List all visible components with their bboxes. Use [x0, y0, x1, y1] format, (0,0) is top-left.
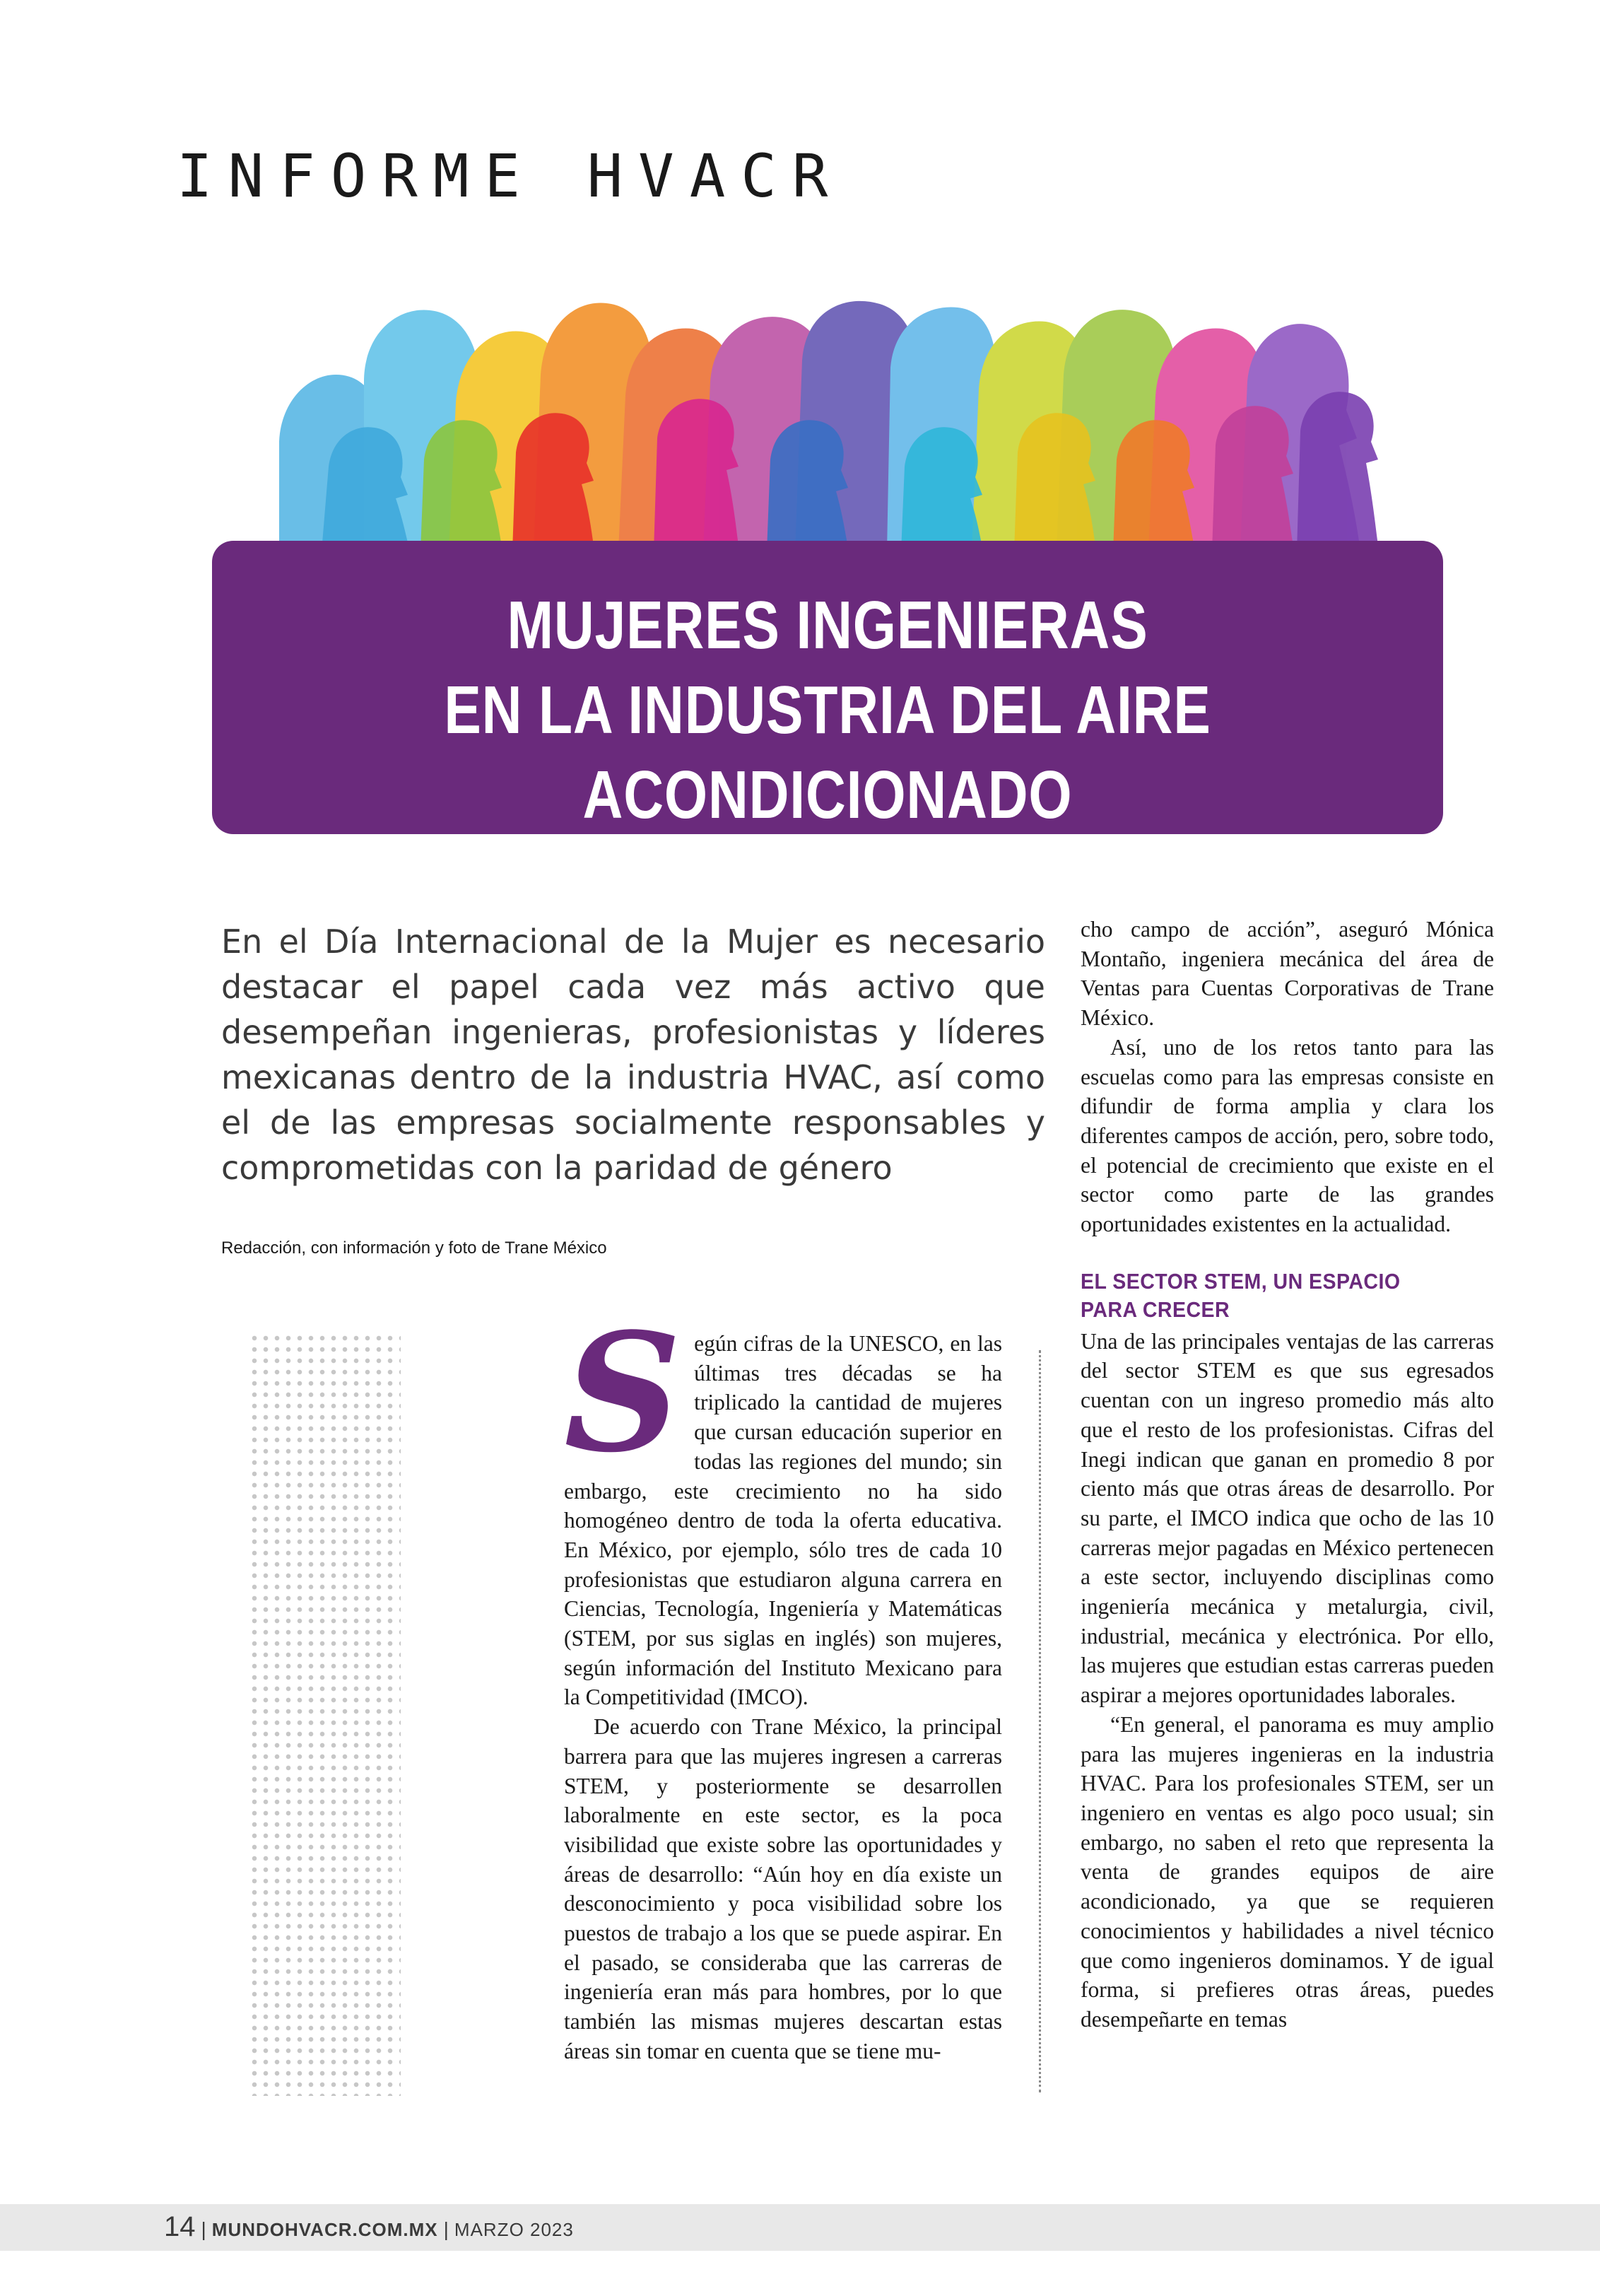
- body-paragraph-2: De acuerdo con Trane México, la principal barrera para que las mujeres ingresen a carreras STEM, y posteriormente se desarrollen laboralmente en este sector, es la poca visibilidad que existe sobre las oportunidades y áreas de desarrollo: “Aún hoy en día existe un desconocimiento y poca visibilidad sobre los puestos de trabajo a los que se puede aspirar. En el pasado, se consideraba que las carreras de ingeniería eran más para hombres, por lo que también las mismas mujeres descartan estas áreas sin tomar en cuenta que se tiene mu-: [564, 1714, 1002, 2063]
- body-paragraph-4: Así, uno de los retos tanto para las escuelas como para las empresas consiste en difundir de forma amplia y clara los diferentes campos de acción, pero, sobre todo, el potencial de crecimiento que existe en el sector como parte de las grandes oportunidades existentes en la actualidad.: [1081, 1034, 1494, 1237]
- footer-date: MARZO 2023: [454, 2219, 574, 2240]
- page-number: 14: [164, 2211, 196, 2242]
- body-column-right: [1081, 915, 1494, 2034]
- body-paragraph-5: Una de las principales ventajas de las carreras del sector STEM es que sus egresados cuentan con un ingreso promedio más alto que el resto de los profesionistas. Cifras del Inegi indican que ganan en promedio 8 por ciento más que otras áreas de desarrollo. Por su parte, el IMCO indica que ocho de las 10 carreras mejor pagadas en México pertenecen a este sector, incluyendo disciplinas como ingeniería mecánica y metalurgia, civil, industrial, mecánica y electrónica. Por ello, las mujeres que estudian estas carreras pueden aspirar a mejores oportunidades laborales.: [1081, 1328, 1494, 1708]
- footer-separator: |: [443, 2218, 449, 2240]
- title-line-2: EN LA INDUSTRIA DEL AIRE ACONDICIONADO: [444, 672, 1211, 833]
- dot-pattern-decoration: [249, 1332, 401, 2096]
- footer-separator: |: [201, 2218, 206, 2240]
- column-divider: [1039, 1350, 1041, 2092]
- body-paragraph-3: cho campo de acción”, aseguró Mónica Montaño, ingeniera mecánica del área de Ventas para Cuentas Corporativas de Trane México.: [1081, 917, 1494, 1031]
- drop-cap: S: [564, 1298, 682, 1489]
- subheading-line-2: PARA CRECER: [1081, 1296, 1230, 1322]
- body-paragraph-1: egún cifras de la UNESCO, en las últimas tres décadas se ha triplicado la cantidad de mujeres que cursan educación superior en todas las regiones del mundo; sin embargo, este crecimiento no ha sido homogéneo dentro de toda la oferta educativa. En México, por ejemplo, sólo tres de cada 10 profesionistas que estudiaron alguna carrera en Ciencias, Tecnología, Ingeniería y Matemáticas (STEM, por sus siglas en inglés) son mujeres, según información del Instituto Mexicano para la Competitividad (IMCO).: [564, 1331, 1002, 1710]
- body-column-middle: [564, 1298, 1002, 2066]
- body-paragraph-6: “En general, el panorama es muy amplio para las mujeres ingenieras en la industria HVAC. Para los profesionales STEM, ser un ingeniero en ventas es algo poco usual; sin embargo, no saben el reto que representa la venta de grandes equipos de aire acondicionado, ya que se requieren conocimientos y habilidades a nivel técnico que como ingenieros dominamos. Y de igual forma, si prefieres otras áreas, puedes desempeñarte en temas: [1081, 1711, 1494, 2032]
- title-banner: [212, 541, 1443, 834]
- title-line-1: MUJERES INGENIERAS: [507, 587, 1148, 663]
- article-title: [323, 583, 1332, 838]
- section-label: INFORME HVACR: [177, 141, 844, 211]
- footer: [164, 2211, 574, 2243]
- footer-site: MUNDOHVACR.COM.MX: [211, 2219, 438, 2240]
- subheading: [1081, 1267, 1461, 1324]
- subheading-line-1: EL SECTOR STEM, UN ESPACIO: [1081, 1268, 1401, 1294]
- lead-paragraph: En el Día Internacional de la Mujer es necesario destacar el papel cada vez más activo que desempeñan ingenieras, profesionistas y líderes mexicanas dentro de la industria HVAC, así como el de las empresas socialmente responsables y comprometidas con la paridad de género: [221, 922, 1045, 1187]
- credit-line: Redacción, con información y foto de Trane México: [221, 1238, 607, 1258]
- women-silhouettes-illustration: [279, 297, 1382, 551]
